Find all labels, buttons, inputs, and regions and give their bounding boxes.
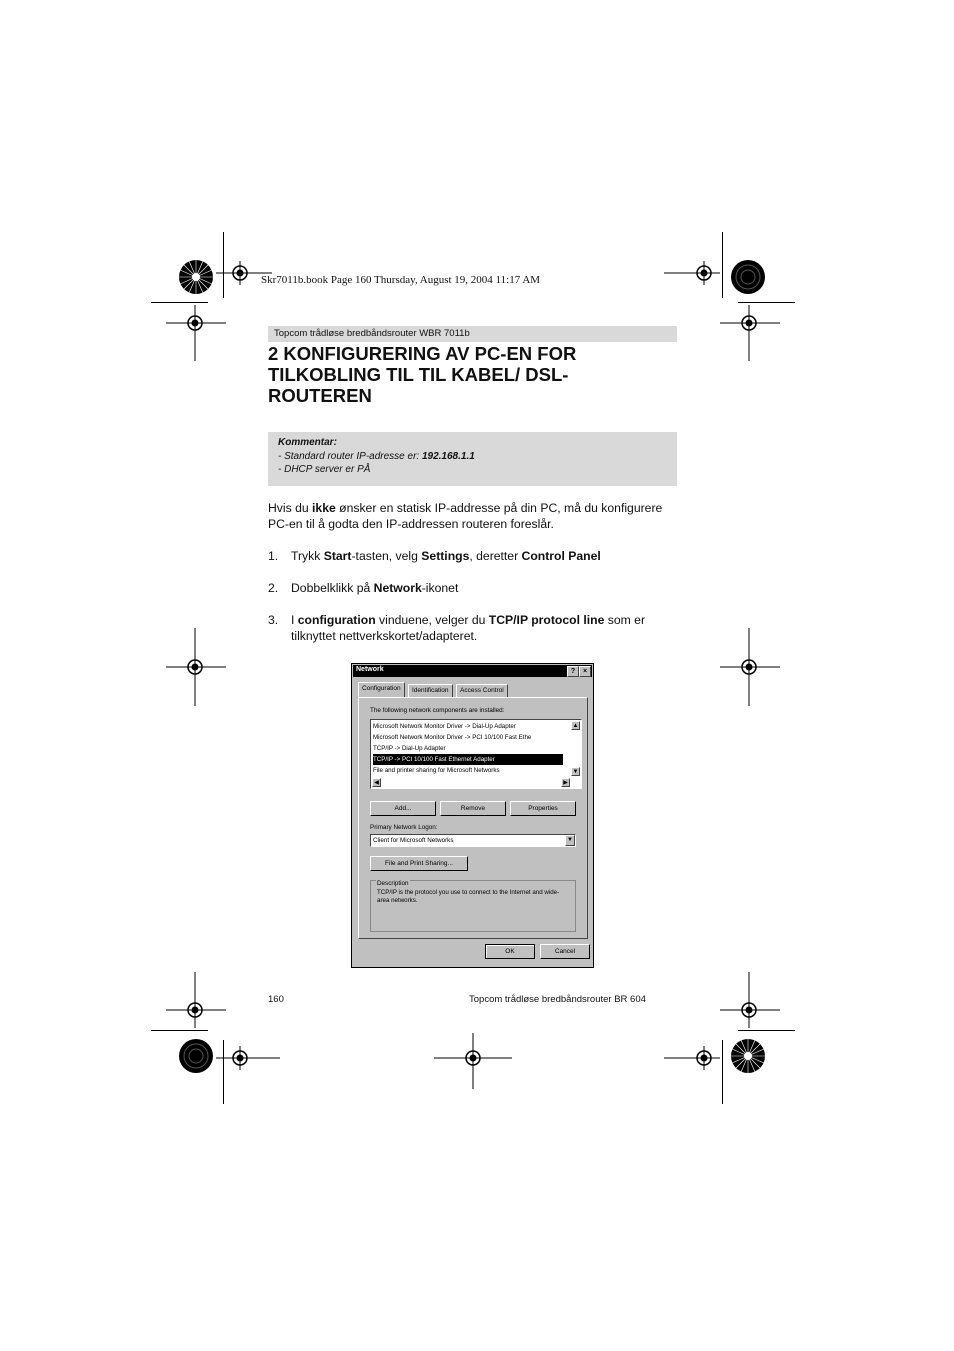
network-dialog — [351, 663, 594, 968]
step-text — [291, 548, 681, 564]
step-text-bold: Settings — [421, 549, 470, 563]
step-text-part: Dobbelklikk på — [291, 581, 374, 595]
scroll-up-icon[interactable]: ▲ — [572, 723, 579, 729]
crop-mark — [738, 302, 795, 303]
starburst-target-icon — [178, 1038, 214, 1074]
properties-button[interactable]: Properties — [510, 801, 576, 816]
starburst-target-icon — [178, 259, 214, 295]
running-header-text: Topcom trådløse bredbåndsrouter WBR 7011b — [274, 328, 470, 339]
step-text-bold: configuration — [297, 613, 376, 627]
chevron-down-icon[interactable]: ▼ — [565, 835, 575, 846]
heading-line: 2 KONFIGURERING AV PC-EN FOR — [268, 343, 577, 364]
note-line-ip — [278, 451, 475, 462]
list-item[interactable]: TCP/IP -> Dial-Up Adapter — [373, 745, 446, 752]
registration-mark-icon — [216, 1046, 280, 1070]
close-button[interactable]: × — [579, 666, 591, 677]
registration-mark-icon — [720, 628, 780, 706]
crop-mark — [151, 302, 208, 303]
dialog-titlebar — [353, 665, 592, 677]
scroll-left-icon[interactable]: ◀ — [372, 778, 381, 787]
logon-select[interactable] — [370, 834, 576, 847]
registration-mark-icon — [664, 261, 720, 285]
note-ip-label: - Standard router IP-adresse er: — [278, 451, 422, 462]
note-title: Kommentar: — [278, 437, 337, 448]
step-text-part: -ikonet — [421, 581, 459, 595]
step-text-part: , deretter — [469, 549, 522, 563]
crop-mark — [722, 1040, 723, 1104]
scroll-right-icon[interactable]: ▶ — [561, 778, 570, 787]
crop-mark — [722, 232, 723, 298]
intro-text: ønsker en statisk IP-addresse på din PC, må du konfigurere PC-en til å godta den IP-addressen routeren foreslår. — [268, 501, 663, 531]
section-heading — [268, 343, 688, 406]
starburst-target-icon — [730, 1038, 766, 1074]
page-number: 160 — [268, 994, 284, 1005]
components-list[interactable] — [370, 719, 582, 789]
registration-mark-icon — [434, 1033, 512, 1089]
list-item[interactable]: Microsoft Network Monitor Driver -> Dial-Up Adapter — [373, 723, 516, 730]
remove-button[interactable]: Remove — [440, 801, 506, 816]
tab-configuration[interactable]: Configuration — [358, 682, 405, 697]
intro-paragraph — [268, 500, 678, 532]
logon-label: Primary Network Logon: — [370, 824, 438, 831]
step-text-part: Trykk — [291, 549, 324, 563]
print-info: Skr7011b.book Page 160 Thursday, August 19, 2004 11:17 AM — [261, 274, 541, 286]
cancel-button[interactable]: Cancel — [540, 944, 590, 959]
list-item-selected[interactable]: TCP/IP -> PCI 10/100 Fast Ethernet Adapter — [373, 754, 563, 765]
file-print-sharing-button[interactable]: File and Print Sharing... — [370, 856, 468, 871]
step-text-bold: Start — [323, 549, 352, 563]
tab-access-control[interactable]: Access Control — [456, 684, 508, 697]
ok-button[interactable]: OK — [485, 944, 535, 959]
registration-mark-icon — [720, 972, 780, 1028]
scroll-down-icon[interactable]: ▼ — [572, 769, 579, 775]
logon-value: Client for Microsoft Networks — [373, 837, 454, 844]
step-text-bold: TCP/IP protocol line — [488, 613, 605, 627]
tab-identification[interactable]: Identification — [408, 684, 453, 697]
help-button[interactable]: ? — [567, 666, 579, 677]
note-line-dhcp: - DHCP server er PÅ — [278, 464, 371, 475]
list-item[interactable]: Microsoft Network Monitor Driver -> PCI 10/100 Fast Ethe — [373, 734, 532, 741]
step-text-part: I — [291, 613, 298, 627]
step-text-part: vinduene, velger du — [375, 613, 489, 627]
dialog-title: Network — [356, 666, 384, 673]
crop-mark — [151, 1030, 208, 1031]
add-button[interactable]: Add... — [370, 801, 436, 816]
step-number: 3. — [268, 613, 279, 627]
heading-line: ROUTEREN — [268, 385, 372, 406]
registration-mark-icon — [664, 1046, 720, 1070]
registration-mark-icon — [166, 305, 226, 361]
step-text-part: som er tilknyttet nettverkskortet/adapteret. — [291, 613, 646, 643]
list-item[interactable]: File and printer sharing for Microsoft Networks — [373, 767, 500, 774]
running-header — [268, 326, 677, 342]
step-text-bold: Network — [373, 581, 422, 595]
step-number: 2. — [268, 581, 279, 595]
registration-mark-icon — [166, 628, 226, 706]
note-box — [268, 432, 677, 486]
heading-line: TILKOBLING TIL TIL KABEL/ DSL- — [268, 364, 569, 385]
footer-title: Topcom trådløse bredbåndsrouter BR 604 — [469, 994, 646, 1005]
registration-mark-icon — [720, 305, 780, 361]
registration-mark-icon — [166, 972, 226, 1028]
description-group — [370, 880, 576, 932]
step-text-bold: Control Panel — [521, 549, 601, 563]
step-text-part: -tasten, velg — [351, 549, 422, 563]
components-label: The following network components are installed: — [370, 707, 505, 714]
intro-text: Hvis du — [268, 501, 313, 515]
intro-bold: ikke — [312, 501, 336, 515]
note-ip-value: 192.168.1.1 — [421, 451, 475, 462]
step-text — [291, 612, 681, 644]
description-text: TCP/IP is the protocol you use to connect to the Internet and wide-area networks. — [377, 889, 560, 904]
step-text — [291, 580, 681, 596]
starburst-target-icon — [730, 259, 766, 295]
crop-mark — [738, 1030, 795, 1031]
description-label: Description — [377, 880, 409, 887]
step-number: 1. — [268, 549, 279, 563]
